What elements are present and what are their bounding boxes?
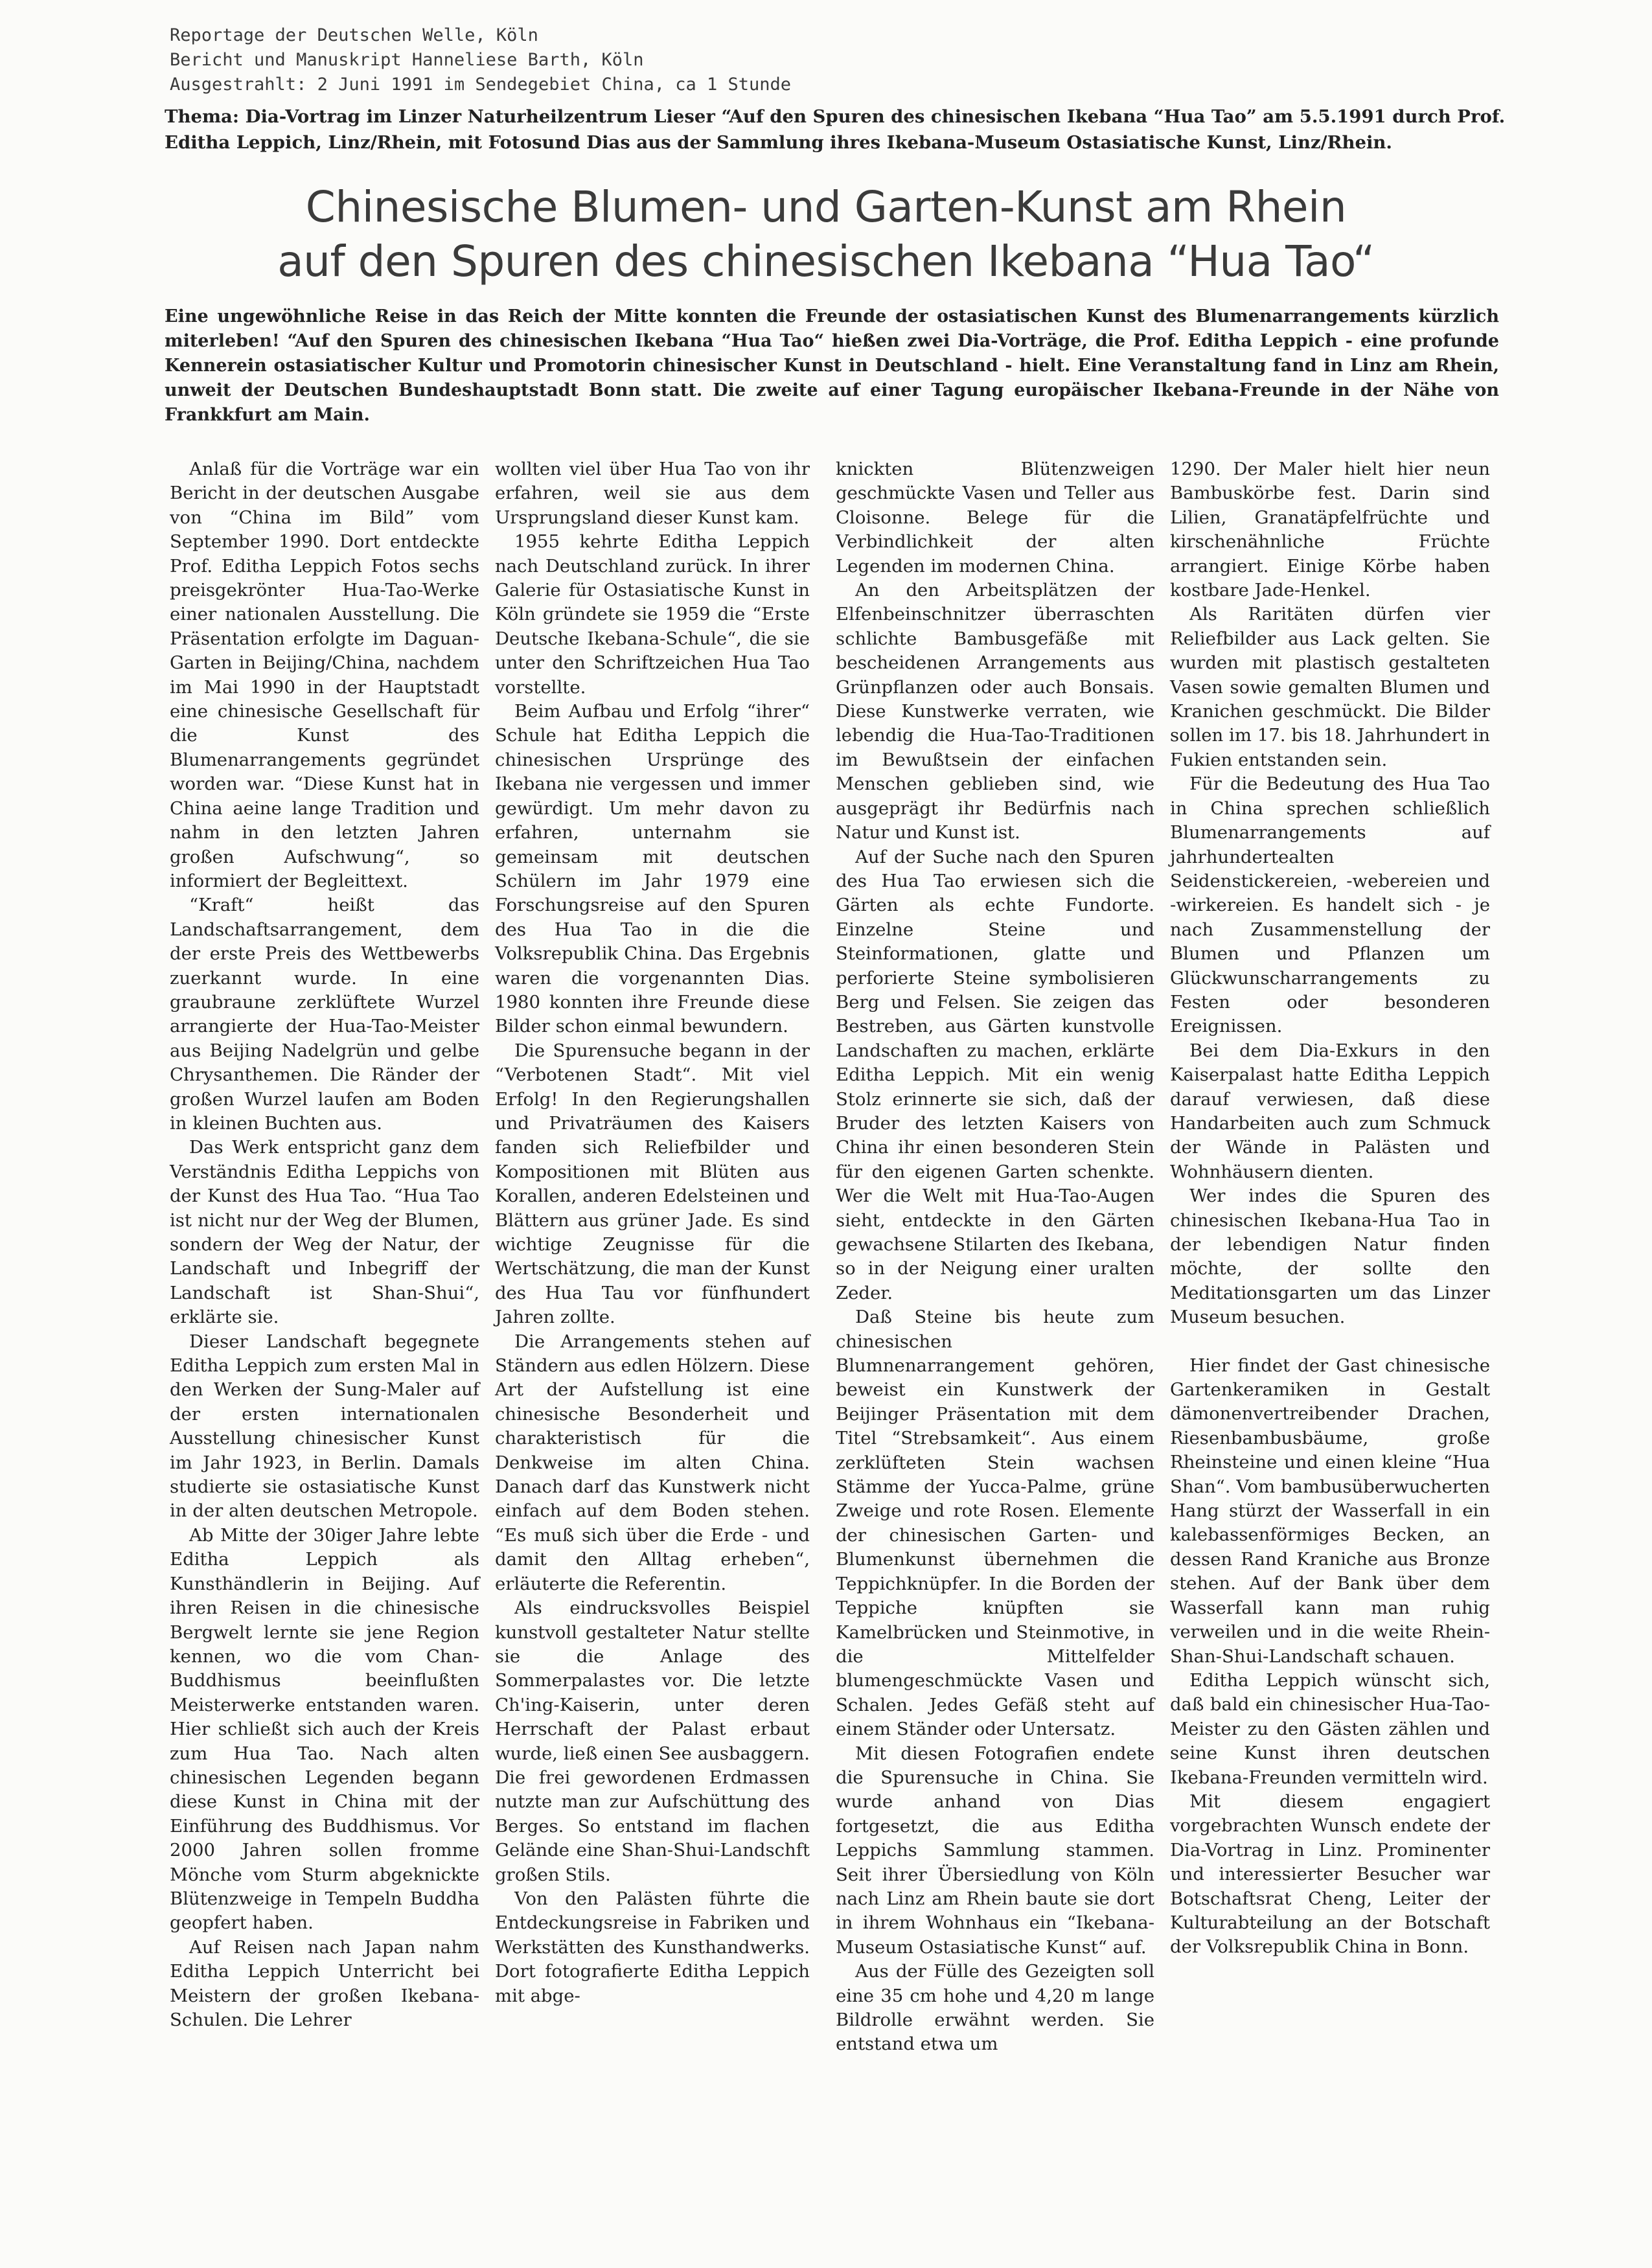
paragraph: Dieser Landschaft begegnete Editha Leppich zum ersten Mal in den Werken der Sung-Maler auf der ersten internationalen Ausstellung chinesischer Kunst im Jahr 1923, in Berlin. Damals studierte sie ostasiatische Kunst in der alten deutschen Metropole.: [170, 1331, 479, 1522]
article-column-1: [170, 457, 479, 2032]
article-column-2: [495, 457, 810, 2008]
headline: [130, 180, 1522, 289]
paragraph: Die Arrangements stehen auf Ständern aus edlen Hölzern. Diese Art der Aufstellung ist eine chinesische Besonderheit und charakteristisch für die Denkweise im alten China. Danach darf das Kunstwerk nicht einfach auf dem Boden stehen. “Es muß sich über die Erde - und damit den Alltag erheben“, erläuterte die Referentin.: [495, 1331, 810, 1594]
paragraph: Editha Leppich wünscht sich, daß bald ein chinesischer Hua-Tao-Meister zu den Gästen zählen und seine Kunst ihren deutschen Ikebana-Freunden vermitteln wird.: [1170, 1669, 1490, 1788]
paragraph: Für die Bedeutung des Hua Tao in China sprechen schließlich Blumenarrangements auf jahrhundertealten Seidenstickereien, -webereien und -wirkereien. Es handelt sich - je nach Zusammenstellung der Blumen und Pflanzen um Glückwunscharrangements zu Festen oder besonderen Ereignissen.: [1170, 773, 1490, 1037]
paragraph: 1290. Der Maler hielt hier neun Bambuskörbe fest. Darin sind Lilien, Granatäpfelfrüchte und kirschenähnliche Früchte arrangiert. Einige Körbe haben kostbare Jade-Henkel.: [1170, 459, 1490, 601]
paragraph: Als Raritäten dürfen vier Reliefbilder aus Lack gelten. Sie wurden mit plastisch gestalteten Vasen sowie gemalten Blumen und Kranichen geschmückt. Die Bilder sollen im 17. bis 18. Jahrhundert in Fukien entstanden sein.: [1170, 604, 1490, 770]
paragraph: Von den Palästen führte die Entdeckungsreise in Fabriken und Werkstätten des Kunsthandwerks. Dort fotografierte Editha Leppich mit abge-: [495, 1888, 810, 2006]
broadcast-header: [170, 23, 1517, 97]
paragraph: 1955 kehrte Editha Leppich nach Deutschland zurück. In ihrer Galerie für Ostasiatische Kunst in Köln gründete sie 1959 die “Erste Deutsche Ikebana-Schule“, die sie unter den Schriftzeichen Hua Tao vorstellte.: [495, 531, 810, 698]
paragraph: Hier findet der Gast chinesische Gartenkeramiken in Gestalt dämonenvertreibender Drachen, Riesenbambusbäume, große Rheinsteine und einen kleine “Hua Shan“. Vom bambusüberwucherten Hang stürzt der Wasserfall in ein kalebassenförmiges Becken, an dessen Rand Kraniche aus Bronze stehen. Auf der Bank über dem Wasserfall kann man ruhig verweilen und in die weite Rhein-Shan-Shui-Landschaft schauen.: [1170, 1355, 1490, 1667]
paragraph: An den Arbeitsplätzen der Elfenbeinschnitzer überraschten schlichte Bambusgefäße mit bescheidenen Arrangements aus Grünpflanzen oder auch Bonsais. Diese Kunstwerke verraten, wie lebendig die Hua-Tao-Traditionen im Bewußtsein der einfachen Menschen geblieben sind, wie ausgeprägt ihr Bedürfnis nach Natur und Kunst ist.: [836, 580, 1154, 843]
paragraph: Als eindrucksvolles Beispiel kunstvoll gestalteter Natur stellte sie die Anlage des Sommerpalastes vor. Die letzte Ch'ing-Kaiserin, unter deren Herrschaft der Palast erbaut wurde, ließ einen See ausbaggern. Die frei gewordenen Erdmassen nutzte man zur Aufschüttung des Berges. So entstand im flachen Gelände eine Shan-Shui-Landschft großen Stils.: [495, 1598, 810, 1885]
paragraph: Das Werk entspricht ganz dem Verständnis Editha Leppichs von der Kunst des Hua Tao. “Hua Tao ist nicht nur der Weg der Blumen, sondern der Weg der Natur, der Landschaft und Inbegriff der Landschaft ist Shan-Shui“, erklärte sie.: [170, 1137, 479, 1328]
article-column-3: [836, 457, 1154, 2057]
topic-line: Thema: Dia-Vortrag im Linzer Naturheilzentrum Lieser “Auf den Spuren des chinesischen Ikebana “Hua Tao” am 5.5.1991 durch Prof. Editha Leppich, Linz/Rhein, mit Fotosund Dias aus der Sammlung ihres Ikebana-Museum Ostasiatische Kunst, Linz/Rhein.: [165, 106, 1506, 153]
headline-line-2: auf den Spuren des chinesischen Ikebana “Hua Tao“: [277, 236, 1375, 286]
paragraph: Ab Mitte der 30iger Jahre lebte Editha Leppich als Kunsthändlerin in Beijing. Auf ihren Reisen in die chinesische Bergwelt lernte sie jene Region kennen, wo die vom Chan-Buddhismus beeinflußten Meisterwerke entstanden waren. Hier schließt sich auch der Kreis zum Hua Tao. Nach alten chinesischen Legenden begann diese Kunst in China mit der Einführung des Buddhismus. Vor 2000 Jahren sollen fromme Mönche vom Sturm abgeknickte Blütenzweige in Tempeln Buddha geopfert haben.: [170, 1524, 479, 1934]
headline-line-1: Chinesische Blumen- und Garten-Kunst am Rhein: [305, 182, 1347, 232]
header-line-aired: Ausgestrahlt: 2 Juni 1991 im Sendegebiet China, ca 1 Stunde: [170, 74, 792, 95]
paragraph: Daß Steine bis heute zum chinesischen Blumnenarrangement gehören, beweist ein Kunstwerk der Beijinger Präsentation mit dem Titel “Strebsamkeit“. Aus einem zerklüfteten Stein wachsen Stämme der Yucca-Palme, grüne Zweige und rote Rosen. Elemente der chinesischen Garten- und Blumenkunst übernehmen die Teppichknüpfer. In die Borden der Teppiche knüpften sie Kamelbrücken und Steinmotive, in die Mittelfelder blumengeschmückte Vasen und Schalen. Jedes Gefäß steht auf einem Ständer oder Untersatz.: [836, 1307, 1154, 1740]
paragraph: wollten viel über Hua Tao von ihr erfahren, weil sie aus dem Ursprungsland dieser Kunst kam.: [495, 459, 810, 528]
paragraph: “Kraft“ heißt das Landschaftsarrangement, dem der erste Preis des Wettbewerbs zuerkannt wurde. In eine graubraune zerklüftete Wurzel arrangierte der Hua-Tao-Meister aus Beijing Nadelgrün und gelbe Chrysanthemen. Die Ränder der großen Wurzel laufen am Boden in kleinen Buchten aus.: [170, 895, 479, 1134]
paragraph: Mit diesen Fotografien endete die Spurensuche in China. Sie wurde anhand von Dias fortgesetzt, die aus Editha Leppichs Sammlung stammen. Seit ihrer Übersiedlung von Köln nach Linz am Rhein baute sie dort in ihrem Wohnhaus ein “Ikebana-Museum Ostasiatische Kunst“ auf.: [836, 1743, 1154, 1958]
paragraph: Die Spurensuche begann in der “Verbotenen Stadt“. Mit viel Erfolg! In den Regierungshallen und Privaträumen des Kaisers fanden sich Reliefbilder und Kompositionen mit Blüten aus Korallen, anderen Edelsteinen und Blättern aus grüner Jade. Es sind wichtige Zeugnisse für die Wertschätzung, die man der Kunst des Hua Tau vor fünfhundert Jahren zollte.: [495, 1040, 810, 1328]
paragraph: Wer indes die Spuren des chinesischen Ikebana-Hua Tao in der lebendigen Natur finden möchte, der sollte den Meditationsgarten um das Linzer Museum besuchen.: [1170, 1186, 1490, 1328]
header-line-author: Bericht und Manuskript Hanneliese Barth, Köln: [170, 50, 644, 70]
paragraph: Auf der Suche nach den Spuren des Hua Tao erwiesen sich die Gärten als echte Fundorte. Einzelne Steine und Steinformationen, glatte und perforierte Steine symbolisieren Berg und Felsen. Sie zeigen das Bestreben, aus Gärten kunstvolle Landschaften zu machen, erklärte Editha Leppich. Mit ein wenig Stolz erinnerte sie sich, daß der Bruder des letzten Kaisers von China ihr einen besonderen Stein für den eigenen Garten schenkte. Wer die Welt mit Hua-Tao-Augen sieht, entdeckte in den Gärten gewachsene Stilarten des Ikebana, so in der Neigung einer uralten Zeder.: [836, 846, 1154, 1303]
paragraph: Aus der Fülle des Gezeigten soll eine 35 cm hohe und 4,20 m lange Bildrolle erwähnt werden. Sie entstand etwa um: [836, 1961, 1154, 2055]
paragraph: Auf Reisen nach Japan nahm Editha Leppich Unterricht bei Meistern der großen Ikebana-Schulen. Die Lehrer: [170, 1936, 479, 2030]
header-line-report: Reportage der Deutschen Welle, Köln: [170, 25, 538, 45]
lead-paragraph: Eine ungewöhnliche Reise in das Reich der Mitte konnten die Freunde der ostasiatischen Kunst des Blumenarrangements kürzlich miterleben! “Auf den Spuren des chinesischen Ikebana “Hua Tao“ hießen zwei Dia-Vorträge, die Prof. Editha Leppich - eine profunde Kennerein ostasiatischer Kultur und Promotorin chinesischer Kunst in Deutschland - hielt. Eine Veranstaltung fand in Linz am Rhein, unweit der Deutschen Bundeshauptstadt Bonn statt. Die zweite auf einer Tagung europäischer Ikebana-Freunde in der Nähe von Frankkfurt am Main.: [165, 306, 1499, 425]
article-column-4: [1170, 457, 1490, 1960]
paragraph: Beim Aufbau und Erfolg “ihrer“ Schule hat Editha Leppich die chinesischen Ursprünge des Ikebana nie vergessen und immer gewürdigt. Um mehr davon zu erfahren, unternahm sie gemeinsam mit deutschen Schülern im Jahr 1979 eine Forschungsreise auf den Spuren des Hua Tao in die die Volksrepublik China. Das Ergebnis waren die vorgenannten Dias. 1980 konnten ihre Freunde diese Bilder schon einmal bewundern.: [495, 701, 810, 1037]
paragraph: knickten Blütenzweigen geschmückte Vasen und Teller aus Cloisonne. Belege für die Verbindlichkeit der alten Legenden im modernen China.: [836, 459, 1154, 577]
paragraph: Bei dem Dia-Exkurs in den Kaiserpalast hatte Editha Leppich darauf verwiesen, daß diese Handarbeiten auch zum Schmuck der Wände in Palästen und Wohnhäusern dienten.: [1170, 1040, 1490, 1182]
paragraph: Anlaß für die Vorträge war ein Bericht in der deutschen Ausgabe von “China im Bild” vom September 1990. Dort entdeckte Prof. Editha Leppich Fotos sechs preisgekrönter Hua-Tao-Werke einer nationalen Ausstellung. Die Präsentation erfolgte im Daguan-Garten in Beijing/China, nachdem im Mai 1990 in der Hauptstadt eine chinesische Gesellschaft für die Kunst des Blumenarrangements gegründet worden war. “Diese Kunst hat in China aeine lange Tradition und nahm in den letzten Jahren großen Aufschwung“, so informiert der Begleittext.: [170, 459, 479, 891]
paragraph: Mit diesem engagiert vorgebrachten Wunsch endete der Dia-Vortrag in Linz. Prominenter und interessierter Besucher war Botschaftsrat Cheng, Leiter der Kulturabteilung an der Botschaft der Volksrepublik China in Bonn.: [1170, 1791, 1490, 1958]
